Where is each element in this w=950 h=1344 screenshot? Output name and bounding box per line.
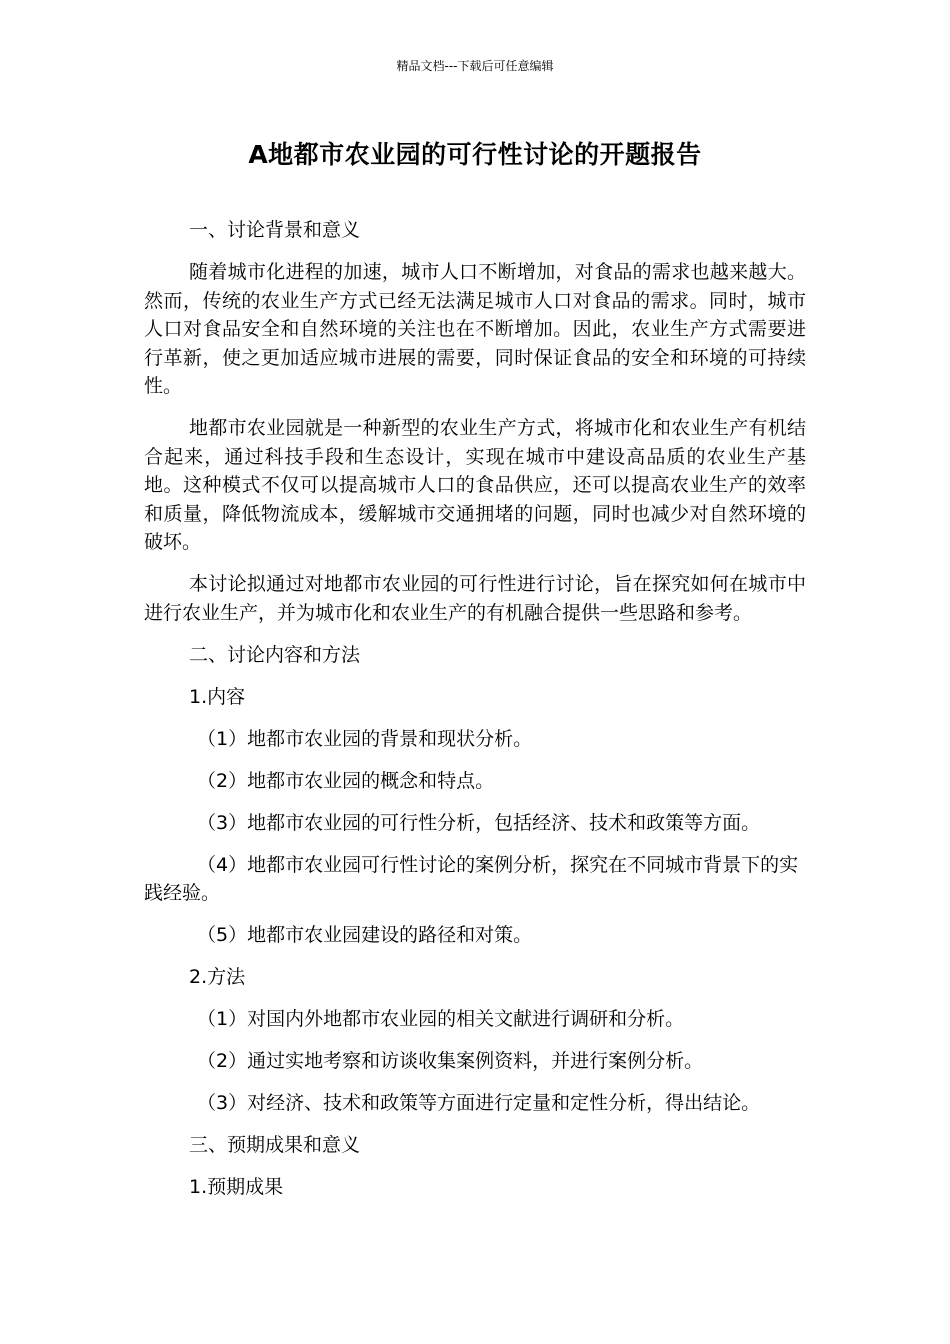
content-item: （2）地都市农业园的概念和特点。 (197, 769, 495, 792)
content-item: （1）地都市农业园的背景和现状分析。 (197, 727, 533, 750)
section-1-paragraph-3: 本讨论拟通过对地都市农业园的可行性进行讨论，旨在探究如何在城市中进行农业生产，并为城市化和农业生产的有机融合提供一些思路和参考。 (144, 573, 806, 624)
section-3-heading: 三、预期成果和意义 (189, 1134, 361, 1156)
content-item: （5）地都市农业园建设的路径和对策。 (197, 924, 533, 946)
section-1-heading: 一、讨论背景和意义 (189, 219, 361, 241)
header-note: 精品文档---下载后可任意编辑 (396, 59, 554, 73)
section-2-heading: 二、讨论内容和方法 (189, 643, 361, 666)
content-item: （3）地都市农业园的可行性分析，包括经济、技术和政策等方面。 (197, 811, 761, 834)
section-2-subheading-methods: 2.方法 (189, 966, 246, 988)
section-3-subheading-results: 1.预期成果 (189, 1176, 284, 1198)
section-2-subheading-content: 1.内容 (189, 685, 246, 708)
section-1-paragraph-2: 地都市农业园就是一种新型的农业生产方式，将城市化和农业生产有机结合起来，通过科技手段和生态设计，实现在城市中建设高品质的农业生产基地。这种模式不仅可以提高城市人口的食品供应，还可以提高农业生产的效率和质量，降低物流成本，缓解城市交通拥堵的问题，同时也减少对自然环境的破坏。 (144, 417, 806, 553)
section-1-paragraph-1: 随着城市化进程的加速，城市人口不断增加，对食品的需求也越来越大。然而，传统的农业生产方式已经无法满足城市人口对食品的需求。同时，城市人口对食品安全和自然环境的关注也在不断增加。因此，农业生产方式需要进行革新，使之更加适应城市进展的需要，同时保证食品的安全和环境的可持续性。 (144, 261, 806, 397)
method-item: （2）通过实地考察和访谈收集案例资料，并进行案例分析。 (197, 1050, 704, 1072)
content-item: （4）地都市农业园可行性讨论的案例分析，探究在不同城市背景下的实践经验。 (144, 853, 799, 904)
method-item: （3）对经济、技术和政策等方面进行定量和定性分析，得出结论。 (197, 1092, 761, 1114)
document-title: A地都市农业园的可行性讨论的开题报告 (248, 140, 702, 169)
method-item: （1）对国内外地都市农业园的相关文献进行调研和分析。 (197, 1008, 685, 1030)
document-body (144, 216, 806, 1215)
